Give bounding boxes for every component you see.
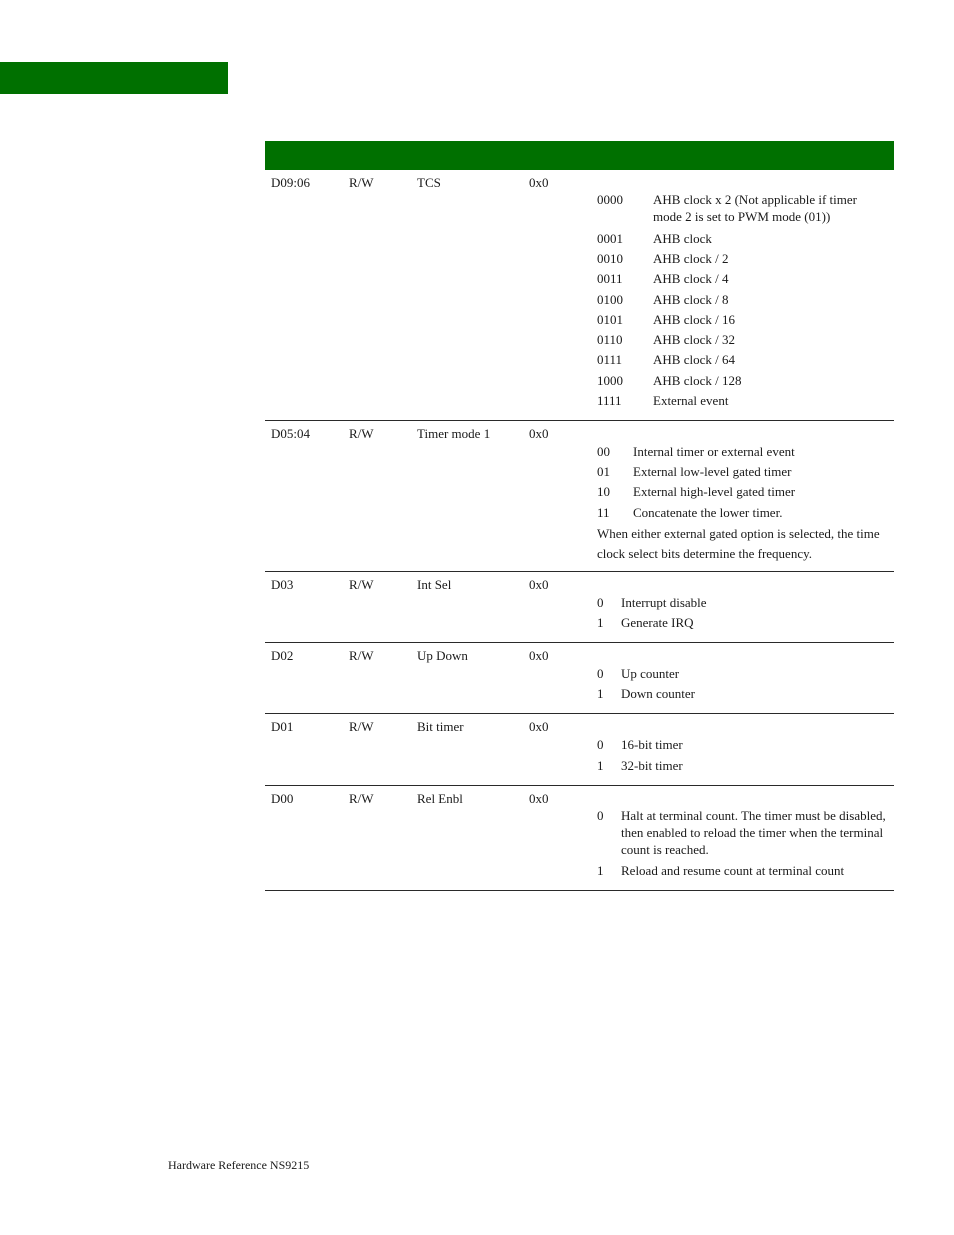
bits-cell: D03: [271, 577, 294, 592]
option-code: 1: [597, 686, 604, 701]
option-item: [597, 250, 886, 267]
option-item: [597, 483, 886, 500]
option-item: [597, 443, 886, 460]
option-code: 0010: [597, 251, 623, 266]
option-item: [597, 351, 886, 368]
option-code: 11: [597, 505, 610, 520]
option-text: AHB clock / 64: [653, 352, 735, 367]
option-text: Halt at terminal count. The timer must be disabled, then enabled to reload the timer when the terminal count is reached.: [621, 808, 886, 857]
option-item: [597, 685, 886, 702]
option-code: 0: [597, 595, 604, 610]
mnemonic-cell: Bit timer: [417, 719, 464, 734]
option-item: [597, 291, 886, 308]
table-row: [265, 170, 894, 421]
option-item: [597, 665, 886, 682]
access-cell: R/W: [349, 175, 374, 190]
table-row: [265, 786, 894, 891]
option-text: AHB clock / 32: [653, 332, 735, 347]
access-cell: R/W: [349, 648, 374, 663]
option-item: [597, 594, 886, 611]
bits-cell: D09:06: [271, 175, 310, 190]
option-item: [597, 331, 886, 348]
register-bit-table: [265, 141, 894, 891]
table-body: [265, 170, 894, 891]
mnemonic-cell: TCS: [417, 175, 441, 190]
option-text: Down counter: [621, 686, 696, 701]
option-code: 1: [597, 758, 604, 773]
option-item: [597, 311, 886, 328]
option-text: AHB clock: [653, 231, 712, 246]
option-text: AHB clock / 16: [653, 312, 735, 327]
chapter-tab-bar: [0, 62, 228, 94]
option-code: 00: [597, 444, 610, 459]
option-item: [597, 191, 886, 225]
option-text: AHB clock / 4: [653, 271, 729, 286]
reset-cell: 0x0: [529, 791, 549, 806]
access-cell: R/W: [349, 577, 374, 592]
option-code: 1000: [597, 373, 623, 388]
option-text: AHB clock / 2: [653, 251, 729, 266]
option-code: 0: [597, 666, 604, 681]
table-row: [265, 421, 894, 572]
bits-cell: D05:04: [271, 426, 310, 441]
reset-cell: 0x0: [529, 175, 549, 190]
reset-cell: 0x0: [529, 648, 549, 663]
option-code: 10: [597, 484, 610, 499]
reset-cell: 0x0: [529, 577, 549, 592]
option-item: [597, 372, 886, 389]
option-text: External low-level gated timer: [633, 464, 792, 479]
option-item: [597, 230, 886, 247]
table-row: [265, 643, 894, 714]
option-text: Up counter: [621, 666, 680, 681]
option-code: 0011: [597, 271, 623, 286]
option-code: 0: [597, 808, 604, 823]
option-code: 0101: [597, 312, 623, 327]
option-code: 1: [597, 863, 604, 878]
option-text: Internal timer or external event: [633, 444, 795, 459]
mnemonic-cell: Rel Enbl: [417, 791, 463, 806]
option-text: Reload and resume count at terminal count: [621, 863, 845, 878]
option-text: Generate IRQ: [621, 615, 694, 630]
access-cell: R/W: [349, 719, 374, 734]
option-code: 0110: [597, 332, 623, 347]
table-header-bar: [265, 141, 894, 170]
bits-cell: D00: [271, 791, 294, 806]
bits-cell: D01: [271, 719, 294, 734]
option-code: 0001: [597, 231, 623, 246]
access-cell: R/W: [349, 791, 374, 806]
option-item: [597, 504, 886, 521]
option-item: [597, 757, 886, 774]
option-text: AHB clock / 8: [653, 292, 729, 307]
table-row: [265, 572, 894, 643]
option-item: [597, 736, 886, 753]
bits-cell: D02: [271, 648, 294, 663]
access-cell: R/W: [349, 426, 374, 441]
reset-cell: 0x0: [529, 719, 549, 734]
reset-cell: 0x0: [529, 426, 549, 441]
mnemonic-cell: Int Sel: [417, 577, 452, 592]
option-text: 32-bit timer: [621, 758, 683, 773]
option-code: 0000: [597, 192, 623, 207]
description-note: When either external gated option is selected, the time clock select bits determine the frequency.: [597, 526, 880, 561]
option-item: [597, 614, 886, 631]
option-item: [597, 862, 886, 879]
option-code: 0: [597, 737, 604, 752]
page-footer: Hardware Reference NS9215: [168, 1158, 310, 1172]
option-item: [597, 270, 886, 287]
option-item: [597, 392, 886, 409]
option-code: 1: [597, 615, 604, 630]
option-code: 01: [597, 464, 610, 479]
option-code: 0100: [597, 292, 623, 307]
option-text: Concatenate the lower timer.: [633, 505, 783, 520]
option-text: 16-bit timer: [621, 737, 683, 752]
option-item: [597, 807, 886, 858]
option-code: 1111: [597, 393, 622, 408]
mnemonic-cell: Up Down: [417, 648, 468, 663]
option-text: External event: [653, 393, 729, 408]
option-text: Interrupt disable: [621, 595, 707, 610]
option-item: [597, 463, 886, 480]
option-text: AHB clock / 128: [653, 373, 742, 388]
option-code: 0111: [597, 352, 623, 367]
option-text: AHB clock x 2 (Not applicable if timer mode 2 is set to PWM mode (01)): [653, 192, 857, 224]
mnemonic-cell: Timer mode 1: [417, 426, 491, 441]
option-text: External high-level gated timer: [633, 484, 796, 499]
table-row: [265, 714, 894, 786]
